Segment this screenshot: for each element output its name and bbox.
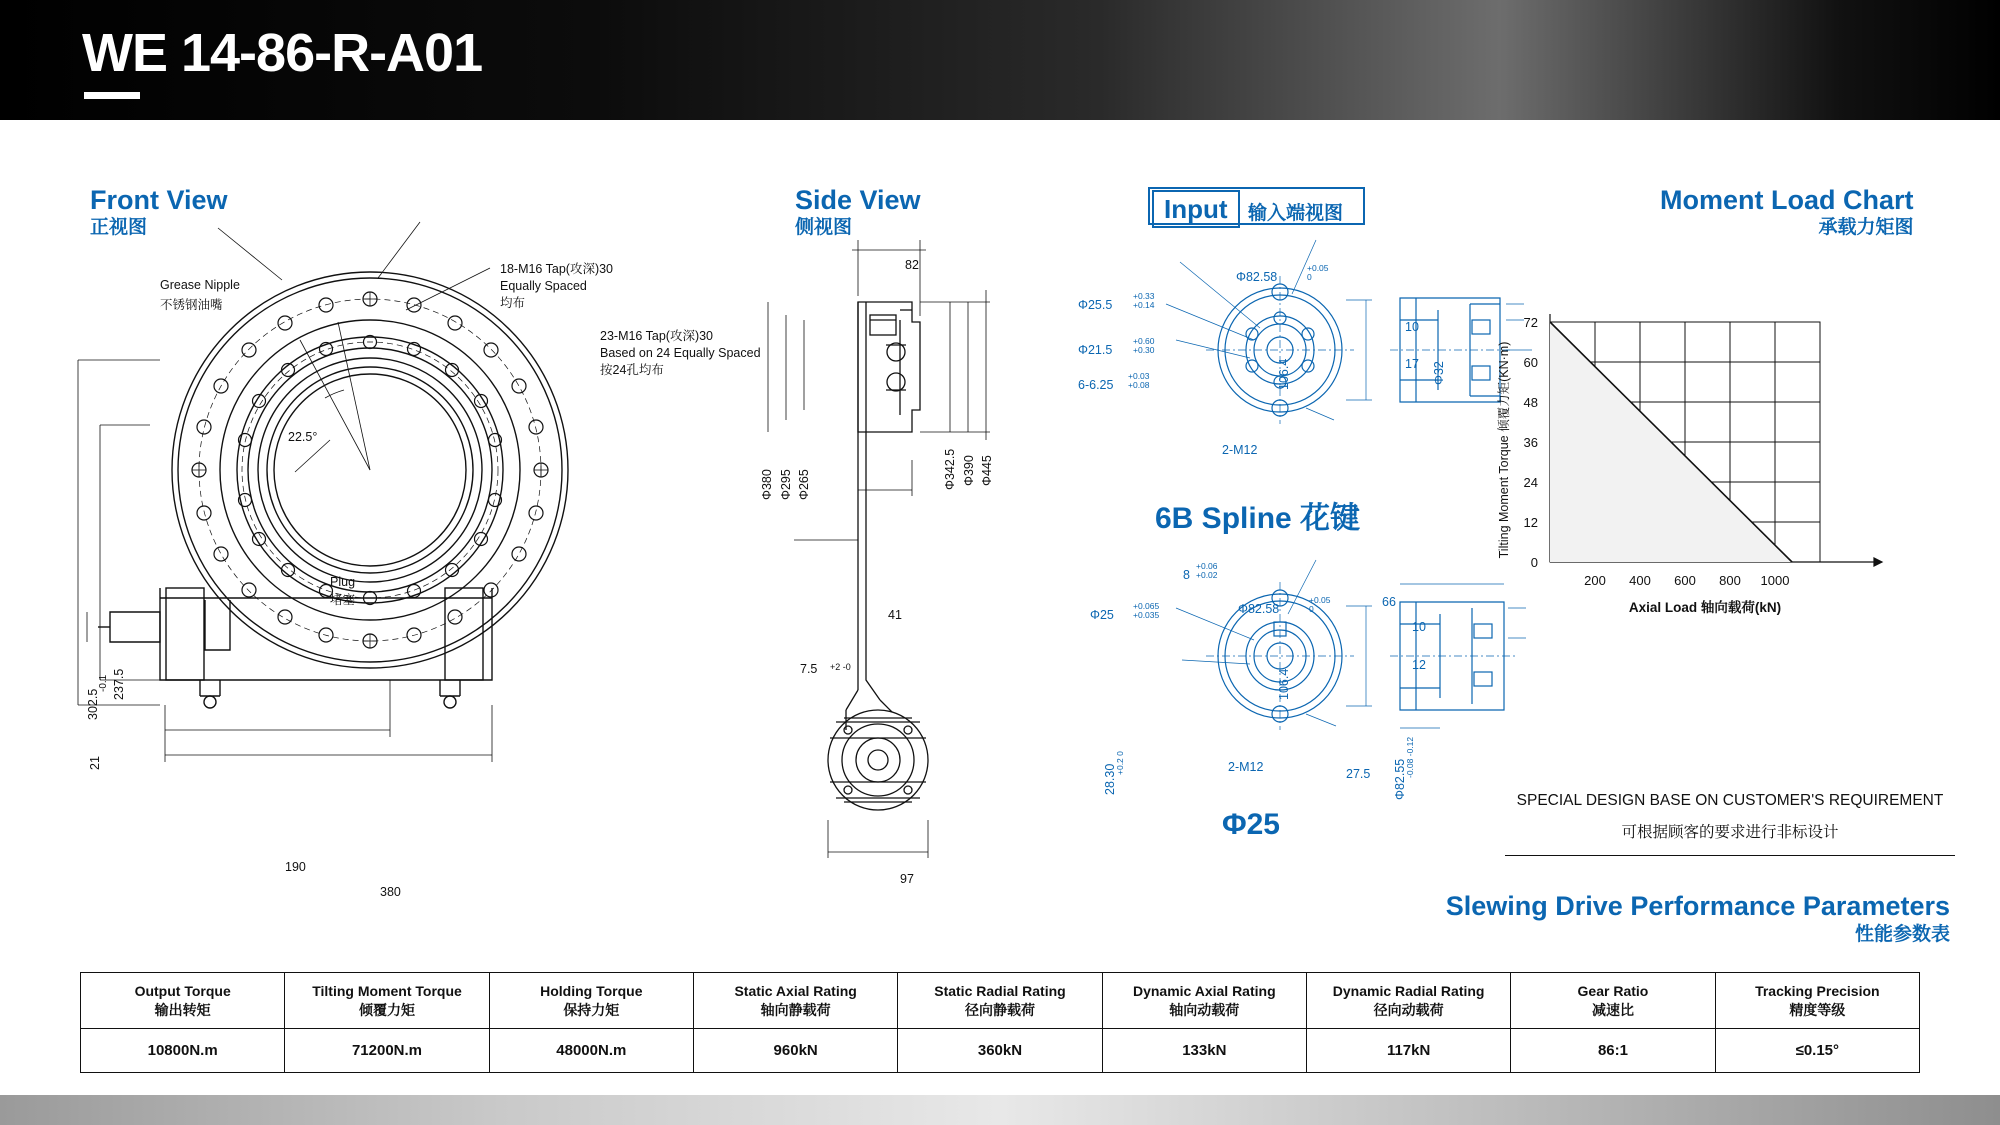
input-title-en: Input — [1152, 190, 1240, 228]
col-header-static-axial — [693, 973, 897, 1029]
cell-output-torque: 10800N.m — [81, 1029, 285, 1073]
svg-text:400: 400 — [1629, 573, 1651, 588]
moment-chart-heading — [1660, 185, 1914, 241]
cell-static-radial: 360kN — [898, 1029, 1102, 1073]
input-top-view-drawing — [1120, 280, 1520, 480]
cell-tilting-moment: 71200N.m — [285, 1029, 489, 1073]
side-view-title-cn: 侧视图 — [795, 217, 853, 238]
svg-text:60: 60 — [1523, 355, 1538, 370]
dim-10-top: 10 — [1405, 320, 1419, 334]
cell-dynamic-axial: 133kN — [1102, 1029, 1306, 1073]
col-header-static-radial-cn: 径向静载荷 — [964, 1001, 1035, 1018]
dim-phi21-5-tol: +0.60 +0.30 — [1133, 336, 1155, 355]
col-header-tracking-precision — [1715, 973, 1919, 1029]
dim-phi390: Φ390 — [962, 455, 976, 486]
chart-note-en: SPECIAL DESIGN BASE ON CUSTOMER'S REQUIREMENT — [1516, 792, 1944, 809]
plug-label-cn: 堵塞 — [330, 593, 356, 607]
dim-phi295: Φ295 — [779, 469, 793, 500]
moment-load-chart — [1490, 300, 1890, 630]
tap23-label-en: 23-M16 Tap(攻深)30 — [600, 329, 714, 343]
cell-tracking-precision: ≤0.15° — [1715, 1029, 1919, 1073]
moment-chart-title-cn: 承载力矩图 — [1818, 217, 1914, 238]
col-header-holding-torque-en: Holding Torque — [540, 982, 643, 999]
dim-66: 66 — [1382, 595, 1396, 609]
page-footer — [0, 1095, 2000, 1125]
dim-6-6-25: 6-6.25 — [1078, 378, 1114, 392]
col-header-dynamic-radial-cn: 径向动载荷 — [1373, 1001, 1444, 1018]
svg-text:12: 12 — [1523, 515, 1538, 530]
svg-text:48: 48 — [1523, 395, 1538, 410]
col-header-static-radial — [898, 973, 1102, 1029]
dim-phi25-bottom: Φ25 — [1090, 608, 1114, 622]
dim-phi445: Φ445 — [980, 455, 994, 486]
side-view-title-en: Side View — [795, 185, 921, 215]
dim-phi25-5-tol: +0.33 +0.14 — [1133, 291, 1155, 310]
col-header-holding-torque — [489, 973, 693, 1029]
dim-phi32: Φ32 — [1432, 361, 1446, 385]
dim-phi82-58-bottom: Φ82.58 — [1238, 602, 1280, 616]
svg-text:800: 800 — [1719, 573, 1741, 588]
chart-ylabel: Tilting Moment Torque 倾覆力矩(KN·m) — [1497, 341, 1511, 559]
dim-phi82-58-top-tol: +0.05 0 — [1307, 263, 1329, 282]
chart-note-divider — [1505, 855, 1955, 856]
dim-302-5-tol: -0.1 — [98, 674, 109, 692]
dim-28-30: 28.30 — [1103, 763, 1117, 795]
front-view-heading — [90, 185, 228, 241]
side-view-heading — [795, 185, 921, 241]
dim-8: 8 — [1183, 568, 1190, 582]
page-header — [0, 0, 2000, 120]
cell-holding-torque: 48000N.m — [489, 1029, 693, 1073]
dim-phi25-5: Φ25.5 — [1078, 298, 1113, 312]
dim-237-5: 237.5 — [112, 668, 126, 700]
col-header-output-torque — [81, 973, 285, 1029]
dim-phi25-bottom-tol: +0.065 +0.035 — [1133, 601, 1160, 620]
dim-phi342-5: Φ342.5 — [943, 448, 957, 490]
col-header-dynamic-radial — [1306, 973, 1510, 1029]
dim-97: 97 — [900, 872, 914, 886]
col-header-tilting-moment — [285, 973, 489, 1029]
dim-8-tol: +0.06 +0.02 — [1196, 561, 1218, 580]
performance-table — [80, 972, 1920, 1073]
spline-label: 6B Spline 花键 — [1155, 502, 1361, 535]
dimension-lines — [78, 360, 492, 762]
dim-106-4-bottom: 106.4 — [1277, 668, 1291, 700]
col-header-dynamic-axial-en: Dynamic Axial Rating — [1132, 982, 1276, 999]
title-underline — [84, 92, 140, 99]
cell-static-axial: 960kN — [693, 1029, 897, 1073]
tap23-label-cn: 按24孔均布 — [600, 363, 664, 377]
svg-text:0: 0 — [1530, 555, 1538, 570]
dim-380: 380 — [380, 885, 401, 899]
dim-phi82-58-top: Φ82.58 — [1236, 270, 1278, 284]
cell-gear-ratio: 86:1 — [1511, 1029, 1715, 1073]
table-header-row — [81, 973, 1920, 1029]
svg-text:36: 36 — [1523, 435, 1538, 450]
dim-2-m12-top: 2-M12 — [1222, 443, 1258, 457]
col-header-gear-ratio-en: Gear Ratio — [1577, 982, 1649, 999]
col-header-tilting-moment-en: Tilting Moment Torque — [312, 982, 462, 999]
col-header-static-radial-en: Static Radial Rating — [934, 982, 1066, 999]
col-header-output-torque-en: Output Torque — [134, 982, 231, 999]
dim-12-bottom: 12 — [1412, 658, 1426, 672]
dim-82: 82 — [905, 258, 919, 272]
dim-6-6-25-tol: +0.03 +0.08 — [1128, 371, 1150, 390]
dim-phi82-55: Φ82.55 — [1393, 758, 1407, 800]
col-header-dynamic-axial-cn: 轴向动载荷 — [1169, 1001, 1240, 1018]
dim-17-top: 17 — [1405, 357, 1419, 371]
front-view-title-cn: 正视图 — [90, 217, 148, 238]
grease-nipple-label-cn: 不锈钢油嘴 — [160, 298, 223, 312]
dim-21: 21 — [88, 756, 102, 770]
col-header-tracking-precision-en: Tracking Precision — [1755, 982, 1880, 999]
tap18-label-en: 18-M16 Tap(攻深)30 — [500, 262, 614, 276]
svg-text:24: 24 — [1523, 475, 1538, 490]
dim-phi82-58-bottom-tol: +0.05 0 — [1309, 595, 1331, 614]
tap23-label-en2: Based on 24 Equally Spaced — [600, 346, 761, 360]
dim-2-m12-bottom: 2-M12 — [1228, 760, 1264, 774]
col-header-tilting-moment-cn: 倾覆力矩 — [358, 1001, 415, 1018]
moment-chart-title-en: Moment Load Chart — [1660, 185, 1914, 215]
plug-label-en: Plug — [330, 575, 356, 589]
col-header-output-torque-cn: 输出转矩 — [154, 1001, 211, 1018]
performance-title-cn: 性能参数表 — [1854, 924, 1950, 945]
performance-heading — [1446, 890, 1950, 948]
dim-phi380: Φ380 — [760, 469, 774, 500]
input-title-cn: 输入端视图 — [1248, 203, 1344, 224]
grease-nipple-label-en: Grease Nipple — [160, 278, 240, 292]
chart-note-cn: 可根据顾客的要求进行非标设计 — [1621, 824, 1839, 841]
phi25-label: Φ25 — [1222, 808, 1280, 841]
col-header-gear-ratio — [1511, 973, 1715, 1029]
dim-302-5: 302.5 — [86, 688, 100, 720]
col-header-tracking-precision-cn: 精度等级 — [1789, 1001, 1846, 1018]
col-header-dynamic-axial — [1102, 973, 1306, 1029]
svg-text:600: 600 — [1674, 573, 1696, 588]
leader-lines — [218, 222, 490, 472]
svg-text:1000: 1000 — [1760, 573, 1790, 588]
angle-label: 22.5° — [288, 430, 318, 444]
table-row — [81, 1029, 1920, 1073]
dim-190: 190 — [285, 860, 306, 874]
dim-106-4-top: 106.4 — [1277, 358, 1291, 390]
front-view-title-en: Front View — [90, 185, 228, 215]
tap18-label-en2: Equally Spaced — [500, 279, 587, 293]
col-header-static-axial-cn: 轴向静载荷 — [760, 1001, 831, 1018]
col-header-gear-ratio-cn: 减速比 — [1591, 1001, 1634, 1018]
svg-text:72: 72 — [1523, 315, 1538, 330]
dim-41: 41 — [888, 608, 902, 622]
col-header-holding-torque-cn: 保持力矩 — [563, 1001, 620, 1018]
svg-text:200: 200 — [1584, 573, 1606, 588]
tap18-label-cn: 均布 — [500, 296, 526, 310]
dim-phi265: Φ265 — [797, 469, 811, 500]
cell-dynamic-radial: 117kN — [1306, 1029, 1510, 1073]
col-header-dynamic-radial-en: Dynamic Radial Rating — [1332, 982, 1485, 999]
dim-10-bottom: 10 — [1412, 620, 1426, 634]
dim-7-5: 7.5 — [800, 662, 818, 676]
col-header-static-axial-en: Static Axial Rating — [734, 982, 857, 999]
dim-phi82-55-tol: -0.08 -0.12 — [1405, 736, 1415, 778]
dim-27-5: 27.5 — [1346, 767, 1371, 781]
dim-7-5-tol: +2 -0 — [830, 662, 851, 672]
dim-phi21-5: Φ21.5 — [1078, 343, 1113, 357]
chart-xlabel: Axial Load 轴向载荷(kN) — [1628, 600, 1782, 615]
performance-title-en: Slewing Drive Performance Parameters — [1445, 891, 1950, 921]
chart-svg — [1490, 300, 1890, 630]
dim-28-30-tol: +0.2 0 — [1115, 751, 1125, 775]
page-title: WE 14-86-R-A01 — [82, 23, 483, 83]
